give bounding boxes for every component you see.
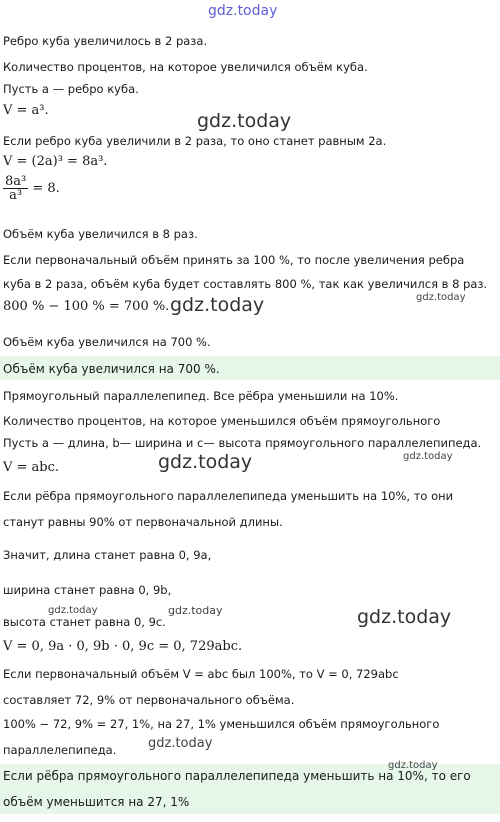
line-2: Количество процентов, на которое увеличился объём куба.: [3, 60, 368, 74]
watermark: gdz.today: [357, 606, 452, 628]
line-14: Прямоугольный параллелепипед. Все рёбра уменьшили на 10%.: [3, 389, 399, 403]
fraction-numerator: 8a³: [5, 174, 27, 189]
line-3: Пусть a — ребро куба.: [3, 82, 139, 96]
formula-new-volume: V = (2a)³ = 8a³.: [3, 154, 108, 169]
line-16: Пусть a — длина, b— ширина и c— высота прямоугольного параллелепипеда.: [3, 436, 482, 450]
line-19: станут равны 90% от первоначальной длины.: [3, 515, 283, 529]
line-8: Объём куба увеличился в 8 раз.: [3, 227, 198, 241]
line-18: Если рёбра прямоугольного параллелепипеда уменьшить на 10%, то они: [3, 489, 454, 503]
watermark: gdz.today: [158, 451, 253, 473]
fraction: [3, 175, 28, 202]
formula-volume: V = a³.: [3, 103, 49, 118]
watermark: gdz.today: [388, 760, 438, 771]
line-9: Если первоначальный объём принять за 100 %, то после увеличения ребра: [3, 253, 465, 267]
answer-2-line-1: Если рёбра прямоугольного параллелепипеда уменьшить на 10%, то его: [3, 769, 471, 783]
line-22: высота станет равна 0, 9c.: [3, 615, 166, 629]
fraction-denominator: a³: [9, 188, 23, 203]
watermark: gdz.today: [168, 604, 223, 617]
line-1: Ребро куба увеличилось в 2 раза.: [3, 34, 208, 48]
line-21: ширина станет равна 0, 9b,: [3, 583, 172, 597]
watermark: gdz.today: [416, 292, 466, 303]
watermark: gdz.today: [148, 736, 213, 751]
watermark: gdz.today: [48, 605, 98, 616]
line-5: Если ребро куба увеличили в 2 раза, то оно станет равным 2a.: [3, 134, 387, 148]
watermark: gdz.today: [170, 294, 265, 316]
watermark: gdz.today: [197, 110, 292, 132]
line-20: Значит, длина станет равна 0, 9a,: [3, 548, 212, 562]
answer-2-line-2: объём уменьшится на 27, 1%: [3, 795, 190, 809]
line-24: Если первоначальный объём V = abc был 100%, то V = 0, 729abc: [3, 667, 399, 681]
answer-1: Объём куба увеличился на 700 %.: [3, 362, 220, 376]
line-26: 100% − 72, 9% = 27, 1%, на 27, 1% уменьшился объём прямоугольного: [3, 717, 440, 731]
line-12: Объём куба увеличился на 700 %.: [3, 335, 211, 349]
formula-percent: 800 % − 100 % = 700 %.: [3, 299, 170, 314]
watermark: gdz.today: [403, 451, 453, 462]
formula-volume-box: V = abc.: [3, 460, 60, 475]
fraction-result: = 8.: [32, 181, 60, 196]
line-25: составляет 72, 9% от первоначального объёма.: [3, 693, 295, 707]
line-15: Количество процентов, на которое уменьшился объём прямоугольного: [3, 414, 441, 428]
line-10: куба в 2 раза, объём куба будет составлять 800 %, так как увеличился в 8 раз.: [3, 277, 488, 291]
line-27: параллелепипеда.: [3, 743, 117, 757]
formula-new-volume-box: V = 0, 9a · 0, 9b · 0, 9c = 0, 729abc.: [3, 639, 243, 654]
watermark-top: gdz.today: [208, 3, 278, 19]
formula-ratio: [3, 175, 60, 202]
